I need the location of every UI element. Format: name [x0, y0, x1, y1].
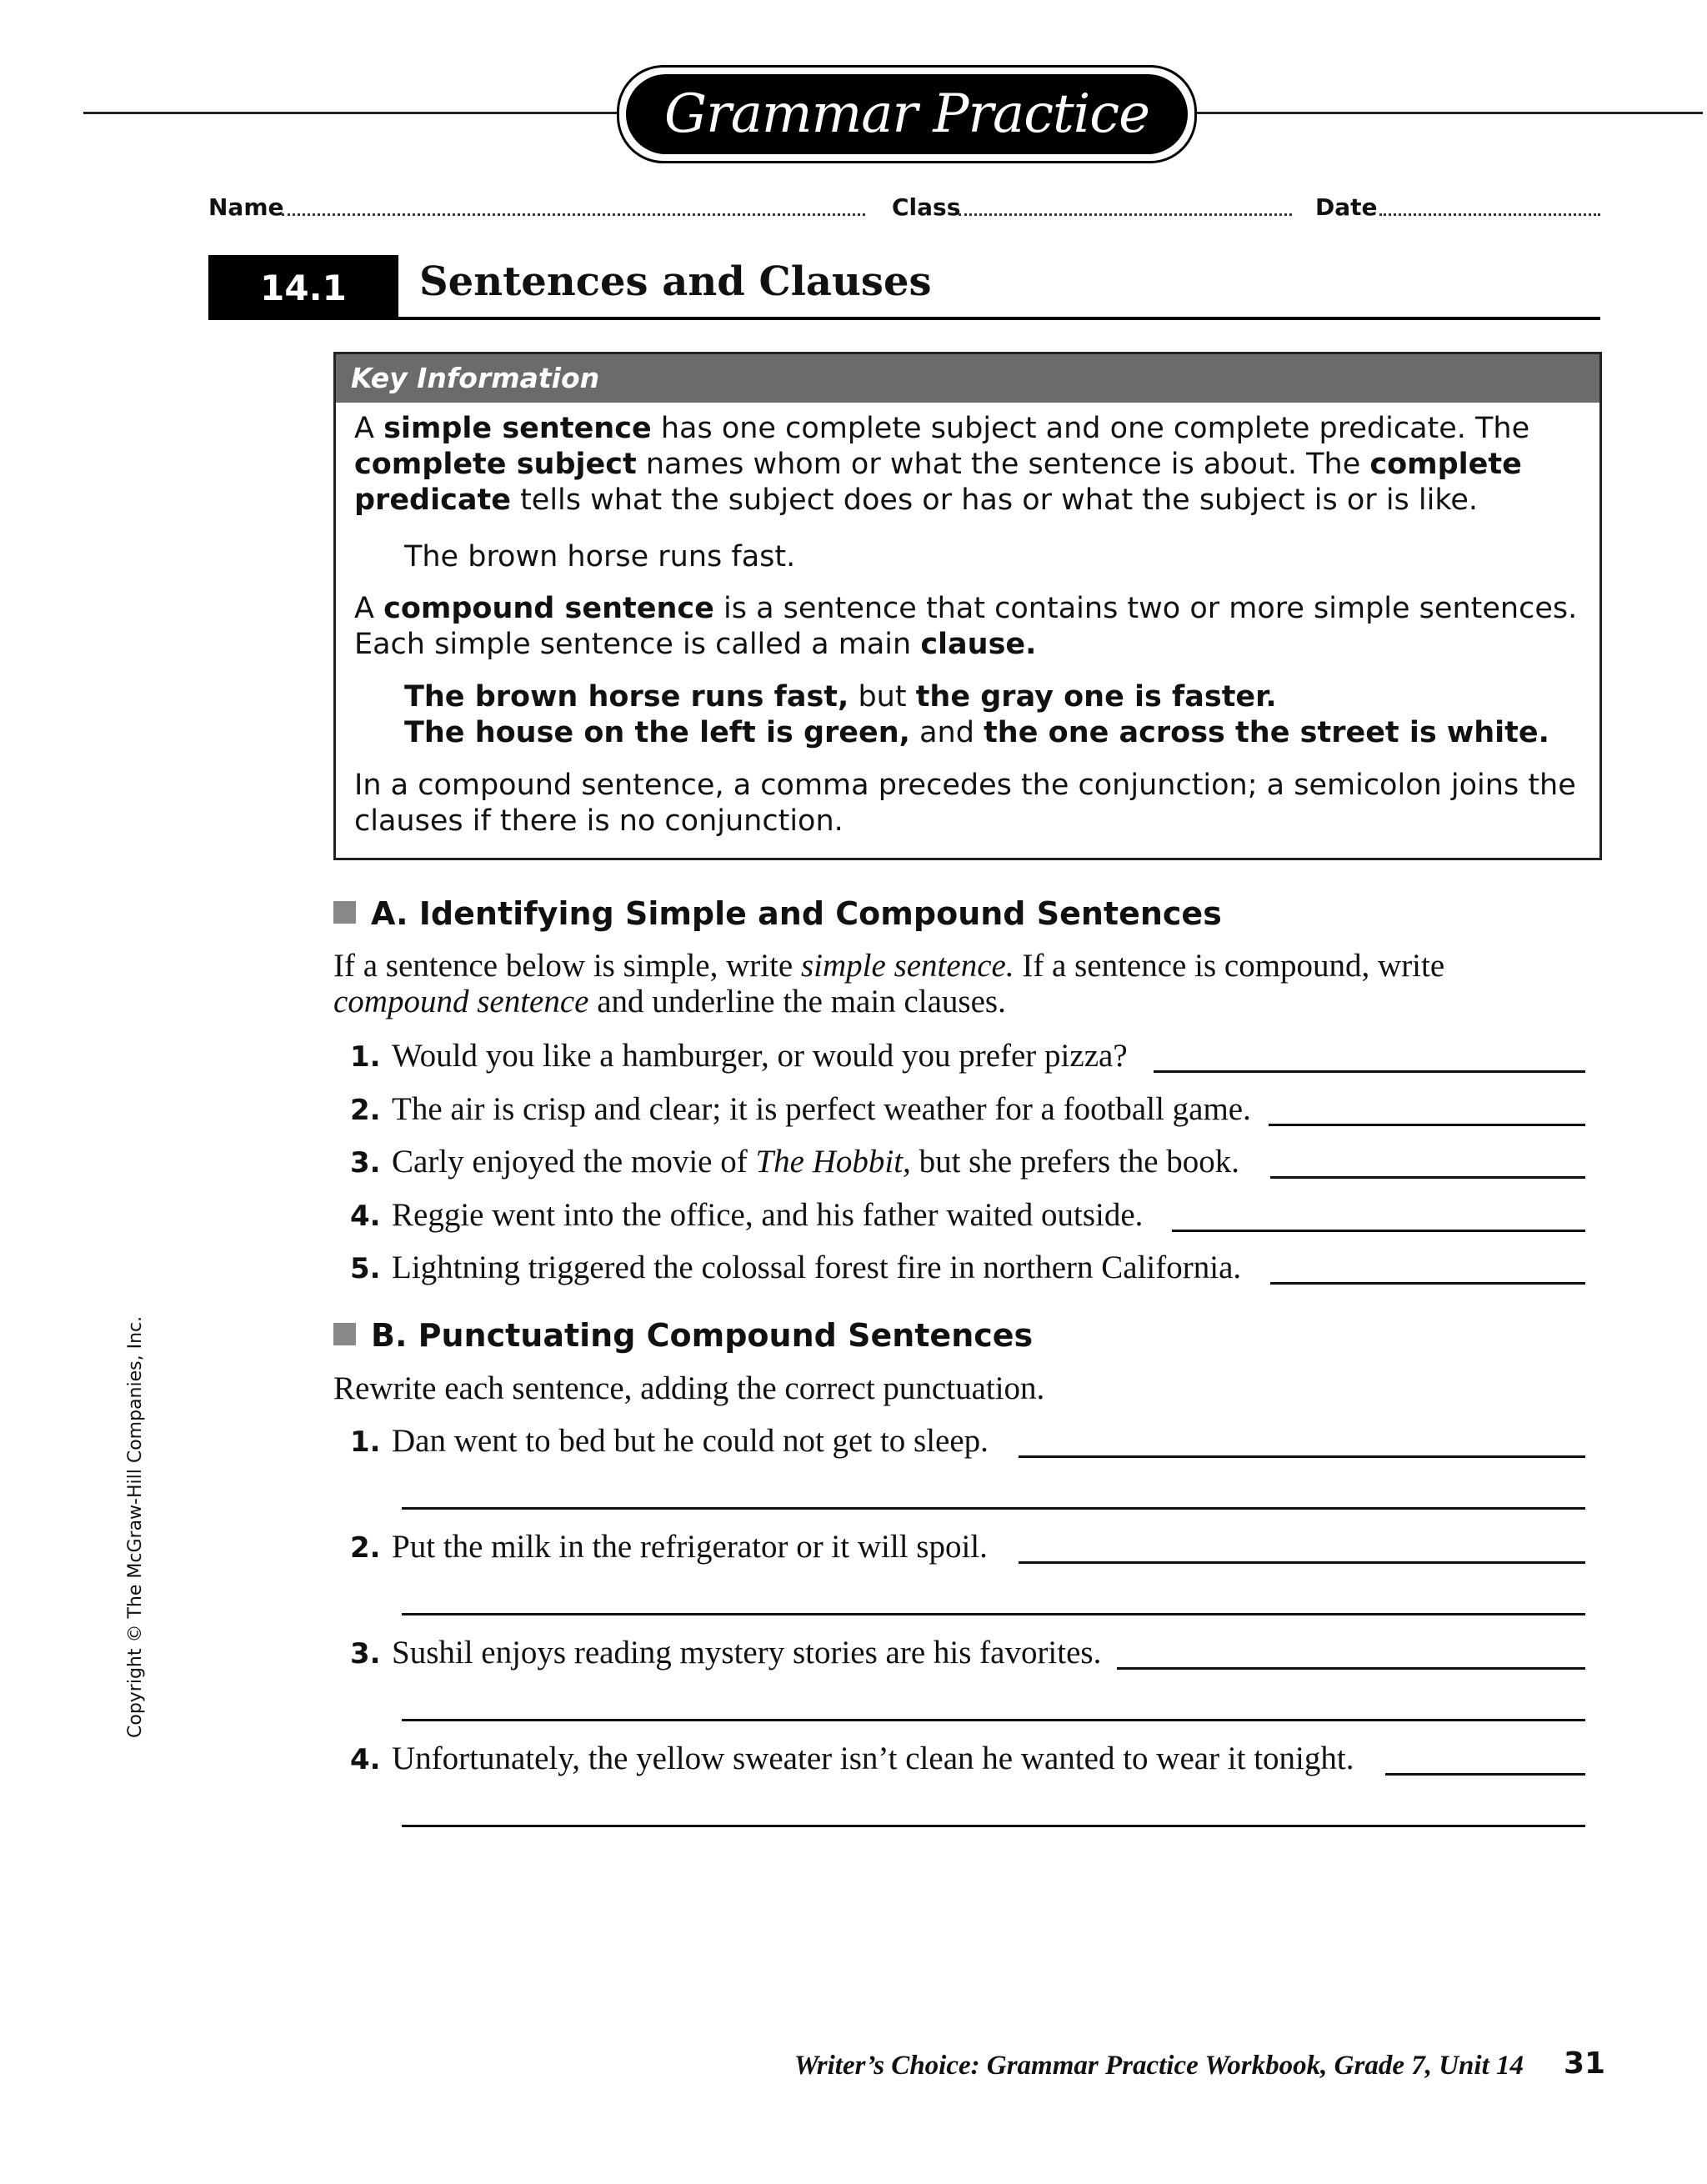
part-b-item-1: 1. Dan went to bed but he could not get to sleep.: [350, 1423, 989, 1459]
part-b-answer-4b[interactable]: [402, 1825, 1585, 1827]
part-a-instructions: If a sentence below is simple, write simple sentence. If a sentence is compound, write compound sentence and underline the main clauses.: [333, 948, 1445, 1019]
page-title: Grammar Practice: [626, 74, 1188, 154]
key-info-example-3: The house on the left is green, and the one across the street is white.: [404, 716, 1549, 749]
date-field[interactable]: [1379, 213, 1600, 216]
part-a-answer-1[interactable]: [1154, 1070, 1585, 1073]
part-a-answer-3[interactable]: [1270, 1176, 1585, 1179]
part-b-item-2: 2. Put the milk in the refrigerator or it will spoil.: [350, 1529, 988, 1565]
square-bullet-icon: [333, 901, 356, 924]
key-info-example-2: The brown horse runs fast, but the gray one is faster.: [404, 680, 1277, 714]
part-a-heading: A. Identifying Simple and Compound Sentences: [333, 895, 1222, 932]
section-title: Sentences and Clauses: [419, 258, 932, 305]
key-information-box: [333, 352, 1602, 860]
part-b-answer-3b[interactable]: [402, 1719, 1585, 1721]
part-a-item-3: 3. Carly enjoyed the movie of The Hobbit, but she prefers the book.: [350, 1144, 1240, 1180]
key-info-paragraph-1: A simple sentence has one complete subject and one complete predicate. The complete subject names whom or what the sentence is about. The complete predicate tells what the subject does or has or what the subject is or is like.: [354, 412, 1530, 517]
part-b-answer-3a[interactable]: [1117, 1667, 1585, 1670]
part-b-answer-2b[interactable]: [402, 1613, 1585, 1615]
class-field[interactable]: [959, 213, 1292, 216]
part-a-answer-5[interactable]: [1270, 1282, 1585, 1285]
copyright-notice: Copyright © The McGraw-Hill Companies, Inc.: [125, 1315, 146, 1738]
part-b-answer-1a[interactable]: [1019, 1455, 1585, 1458]
key-info-example-1: The brown horse runs fast.: [404, 540, 796, 574]
section-number: 14.1: [208, 255, 398, 320]
header-rule-left: [83, 112, 621, 114]
student-info-line: [208, 190, 1600, 223]
part-b-instructions: Rewrite each sentence, adding the correct punctuation.: [333, 1370, 1045, 1406]
part-a-item-4: 4. Reggie went into the office, and his father waited outside.: [350, 1197, 1144, 1233]
key-info-paragraph-3: In a compound sentence, a comma precedes the conjunction; a semicolon joins the clauses if there is no conjunction.: [354, 769, 1576, 838]
class-label: Class: [892, 193, 961, 221]
header-rule-right: [1188, 112, 1703, 114]
part-b-answer-4a[interactable]: [1385, 1773, 1585, 1776]
date-label: Date: [1315, 193, 1378, 221]
part-b-item-4: 4. Unfortunately, the yellow sweater isn’t clean he wanted to wear it tonight.: [350, 1741, 1354, 1776]
part-b-item-3: 3. Sushil enjoys reading mystery stories are his favorites.: [350, 1635, 1102, 1671]
footer-citation: Writer’s Choice: Grammar Practice Workbook, Grade 7, Unit 14: [793, 2051, 1524, 2081]
name-field[interactable]: [282, 213, 865, 216]
key-info-paragraph-2: A compound sentence is a sentence that contains two or more simple sentences. Each simple sentence is called a main clause.: [354, 592, 1578, 661]
key-information-heading: Key Information: [336, 354, 1599, 403]
part-a-answer-4[interactable]: [1172, 1230, 1585, 1232]
part-b-heading: B. Punctuating Compound Sentences: [333, 1317, 1033, 1354]
part-a-answer-2[interactable]: [1269, 1124, 1585, 1126]
part-a-item-2: 2. The air is crisp and clear; it is perfect weather for a football game.: [350, 1091, 1251, 1127]
square-bullet-icon: [333, 1323, 356, 1345]
part-b-answer-1b[interactable]: [402, 1507, 1585, 1510]
part-b-answer-2a[interactable]: [1019, 1561, 1585, 1564]
section-rule: [398, 317, 1600, 320]
page-number: 31: [1564, 2046, 1606, 2081]
title-banner: [617, 65, 1197, 163]
part-a-item-5: 5. Lightning triggered the colossal forest fire in northern California.: [350, 1250, 1242, 1285]
name-label: Name: [208, 193, 284, 221]
part-a-item-1: 1. Would you like a hamburger, or would you prefer pizza?: [350, 1038, 1128, 1074]
